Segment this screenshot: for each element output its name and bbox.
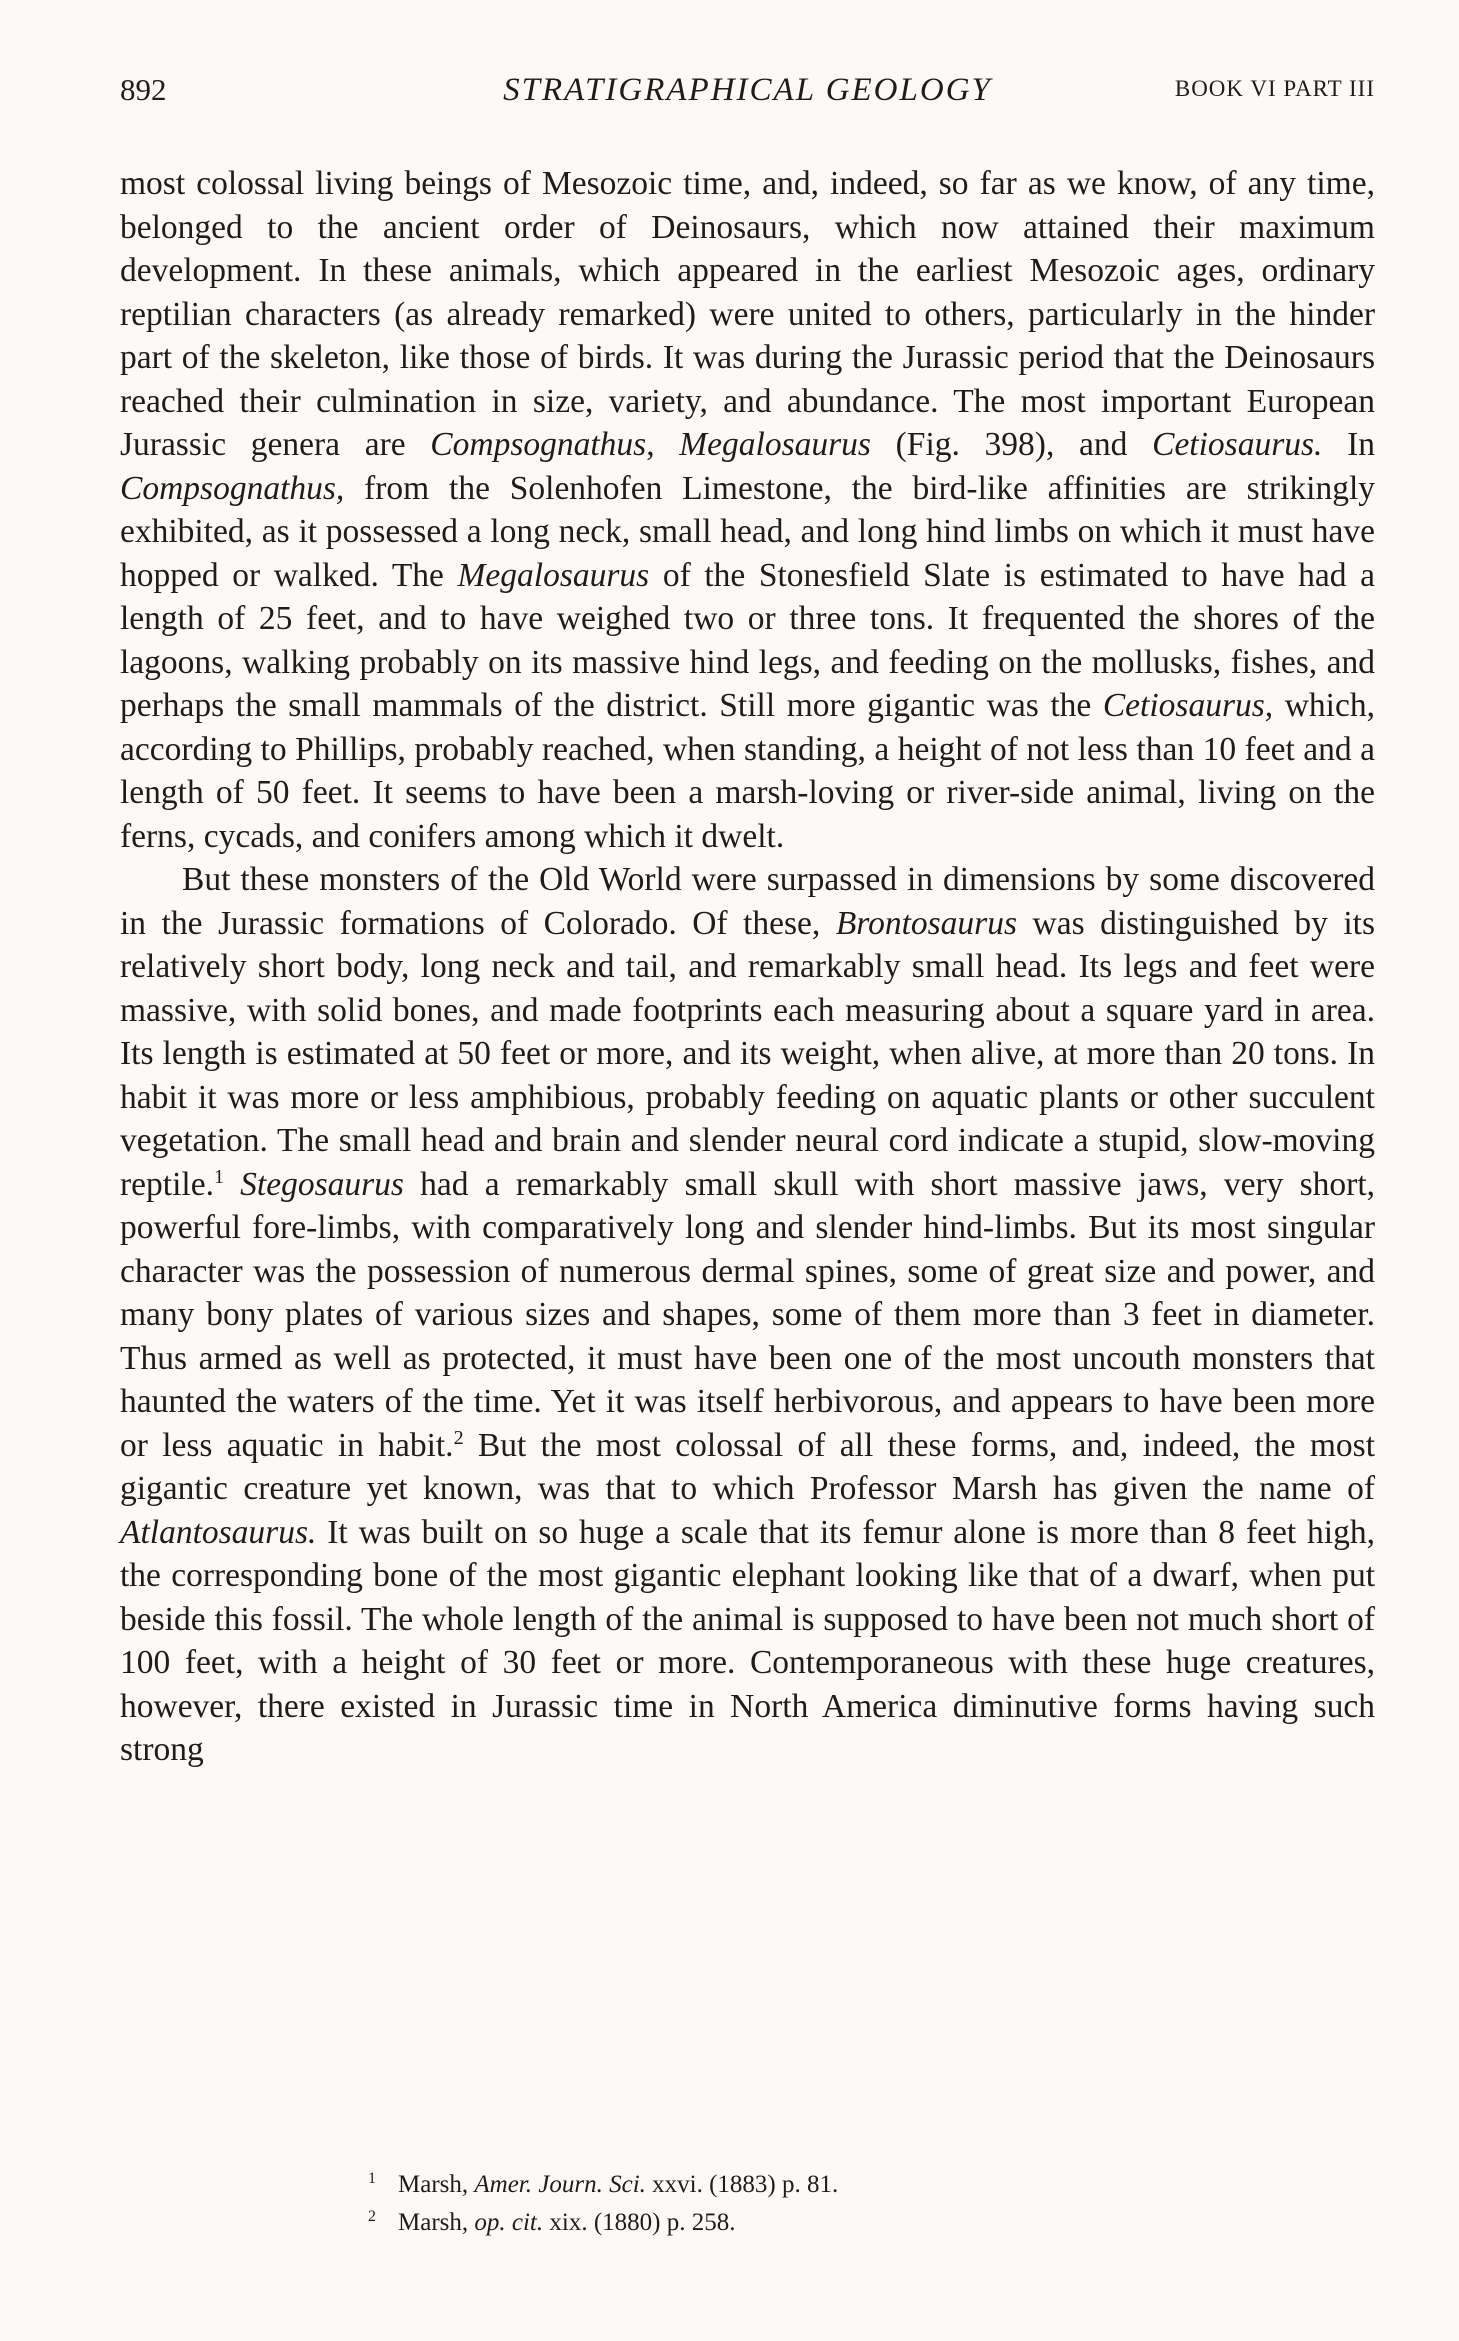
text-run: xix. (1880) p. 258. bbox=[543, 2209, 736, 2236]
citation-title: op. cit. bbox=[474, 2209, 544, 2236]
genus-name: Compsognathus bbox=[430, 426, 647, 463]
genus-name: Compsognathus, bbox=[120, 469, 345, 507]
book-part-label: BOOK VI PART III bbox=[1174, 76, 1375, 101]
text-run: In bbox=[1322, 426, 1376, 463]
text-run: (Fig. 398), and bbox=[870, 426, 1153, 463]
text-run: But the most colossal of all these forms, and, indeed, the most gigantic creature yet known, was that to which Professor Marsh has given the name of bbox=[120, 1426, 1375, 1507]
running-title: STRATIGRAPHICAL GEOLOGY bbox=[503, 72, 992, 108]
text-run: had a remarkably small skull with short massive jaws, very short, powerful fore-limbs, with comparatively long and slender hind-limbs. But its most singular character was the possession of numerous dermal spines, some of great size and power, and many bony plates of various sizes and shapes, some of them more than 3 feet in diameter. Thus armed as well as protected, it must have been one of the most uncouth monsters that haunted the waters of the time. Yet it was itself herbivorous, and appears to have been more or less aquatic in habit. bbox=[120, 1165, 1375, 1464]
genus-name: Megalosaurus bbox=[679, 426, 871, 463]
footnote-2: 2 Marsh, op. cit. xix. (1880) p. 258. bbox=[368, 2207, 736, 2236]
genus-name: Stegosaurus bbox=[240, 1165, 404, 1203]
footnote-ref-2[interactable]: 2 bbox=[453, 1426, 464, 1449]
footnote-ref-1[interactable]: 1 bbox=[213, 1165, 224, 1188]
body-text bbox=[120, 162, 1375, 1772]
paragraph-2 bbox=[120, 858, 1375, 1772]
genus-name: Cetiosaurus, bbox=[1102, 687, 1274, 724]
text-run: was distinguished by its relatively short body, long neck and tail, and remarkably small head. Its legs and feet were massive, with solid bones, and made footprints each measuring about a square yard in area. Its length is estimated at 50 feet or more, and its weight, when alive, at more than 20 tons. In habit it was more or less amphibious, probably feeding on aquatic plants or other succulent vegetation. The small head and brain and slender neural cord indicate a stupid, slow-moving reptile. bbox=[120, 904, 1375, 1203]
genus-name: Brontosaurus bbox=[835, 904, 1017, 942]
footnote-1: 1 Marsh, Amer. Journ. Sci. xxvi. (1883) p. 81. bbox=[368, 2169, 839, 2198]
running-head bbox=[120, 72, 1375, 116]
paragraph-1 bbox=[120, 162, 1375, 858]
text-run: from the Solenhofen Limestone, the bird-like affinities are strikingly exhibited, as it possessed a long neck, small head, and long hind limbs on which it must have hopped or walked. The bbox=[120, 469, 1375, 594]
text-run: , bbox=[646, 426, 680, 463]
text-run: of the Stonesfield Slate is estimated to have had a length of 25 feet, and to have weighed two or three tons. It frequented the shores of the lagoons, walking probably on its massive hind legs, and feeding on the mollusks, fishes, and perhaps the small mammals of the district. Still more gigantic was the bbox=[120, 556, 1375, 724]
text-run: xxvi. (1883) p. 81. bbox=[645, 2171, 839, 2198]
text-run: But these monsters of the Old World were surpassed in dimensions by some discovered in the Jurassic formations of Colorado. Of these, bbox=[120, 861, 1375, 942]
genus-name: Megalosaurus bbox=[457, 556, 650, 594]
text-run: which, according to Phillips, probably reached, when standing, a height of not less than 10 feet and a length of 50 feet. It seems to have been a marsh-loving or river-side animal, living on the ferns, cycads, and conifers among which it dwelt. bbox=[120, 687, 1375, 855]
citation-title: Amer. Journ. Sci. bbox=[474, 2171, 646, 2198]
text-run: Marsh, bbox=[398, 2209, 475, 2236]
genus-name: Atlantosaurus. bbox=[120, 1513, 317, 1551]
footnotes bbox=[120, 2166, 1375, 2242]
text-run: Marsh, bbox=[398, 2171, 475, 2198]
page-number: 892 bbox=[120, 72, 167, 107]
text-run: It was built on so huge a scale that its femur alone is more than 8 feet high, the corresponding bone of the most gigantic elephant looking like that of a dwarf, when put beside this fossil. The whole length of the animal is supposed to have been not much short of 100 feet, with a height of 30 feet or more. Contemporaneous with these huge creatures, however, there existed in Jurassic time in North America diminutive forms having such strong bbox=[120, 1513, 1375, 1768]
text-run: most colossal living beings of Mesozoic time, and, indeed, so far as we know, of any time, belonged to the ancient order of Deinosaurs, which now attained their maximum development. In these animals, which appeared in the earliest Mesozoic ages, ordinary reptilian characters (as already remarked) were united to others, particularly in the hinder part of the skeleton, like those of birds. It was during the Jurassic period that the Deinosaurs reached their culmination in size, variety, and abundance. The most important European Jurassic genera are bbox=[120, 165, 1375, 463]
genus-name: Cetiosaurus. bbox=[1152, 426, 1323, 463]
text-run bbox=[224, 1166, 240, 1203]
